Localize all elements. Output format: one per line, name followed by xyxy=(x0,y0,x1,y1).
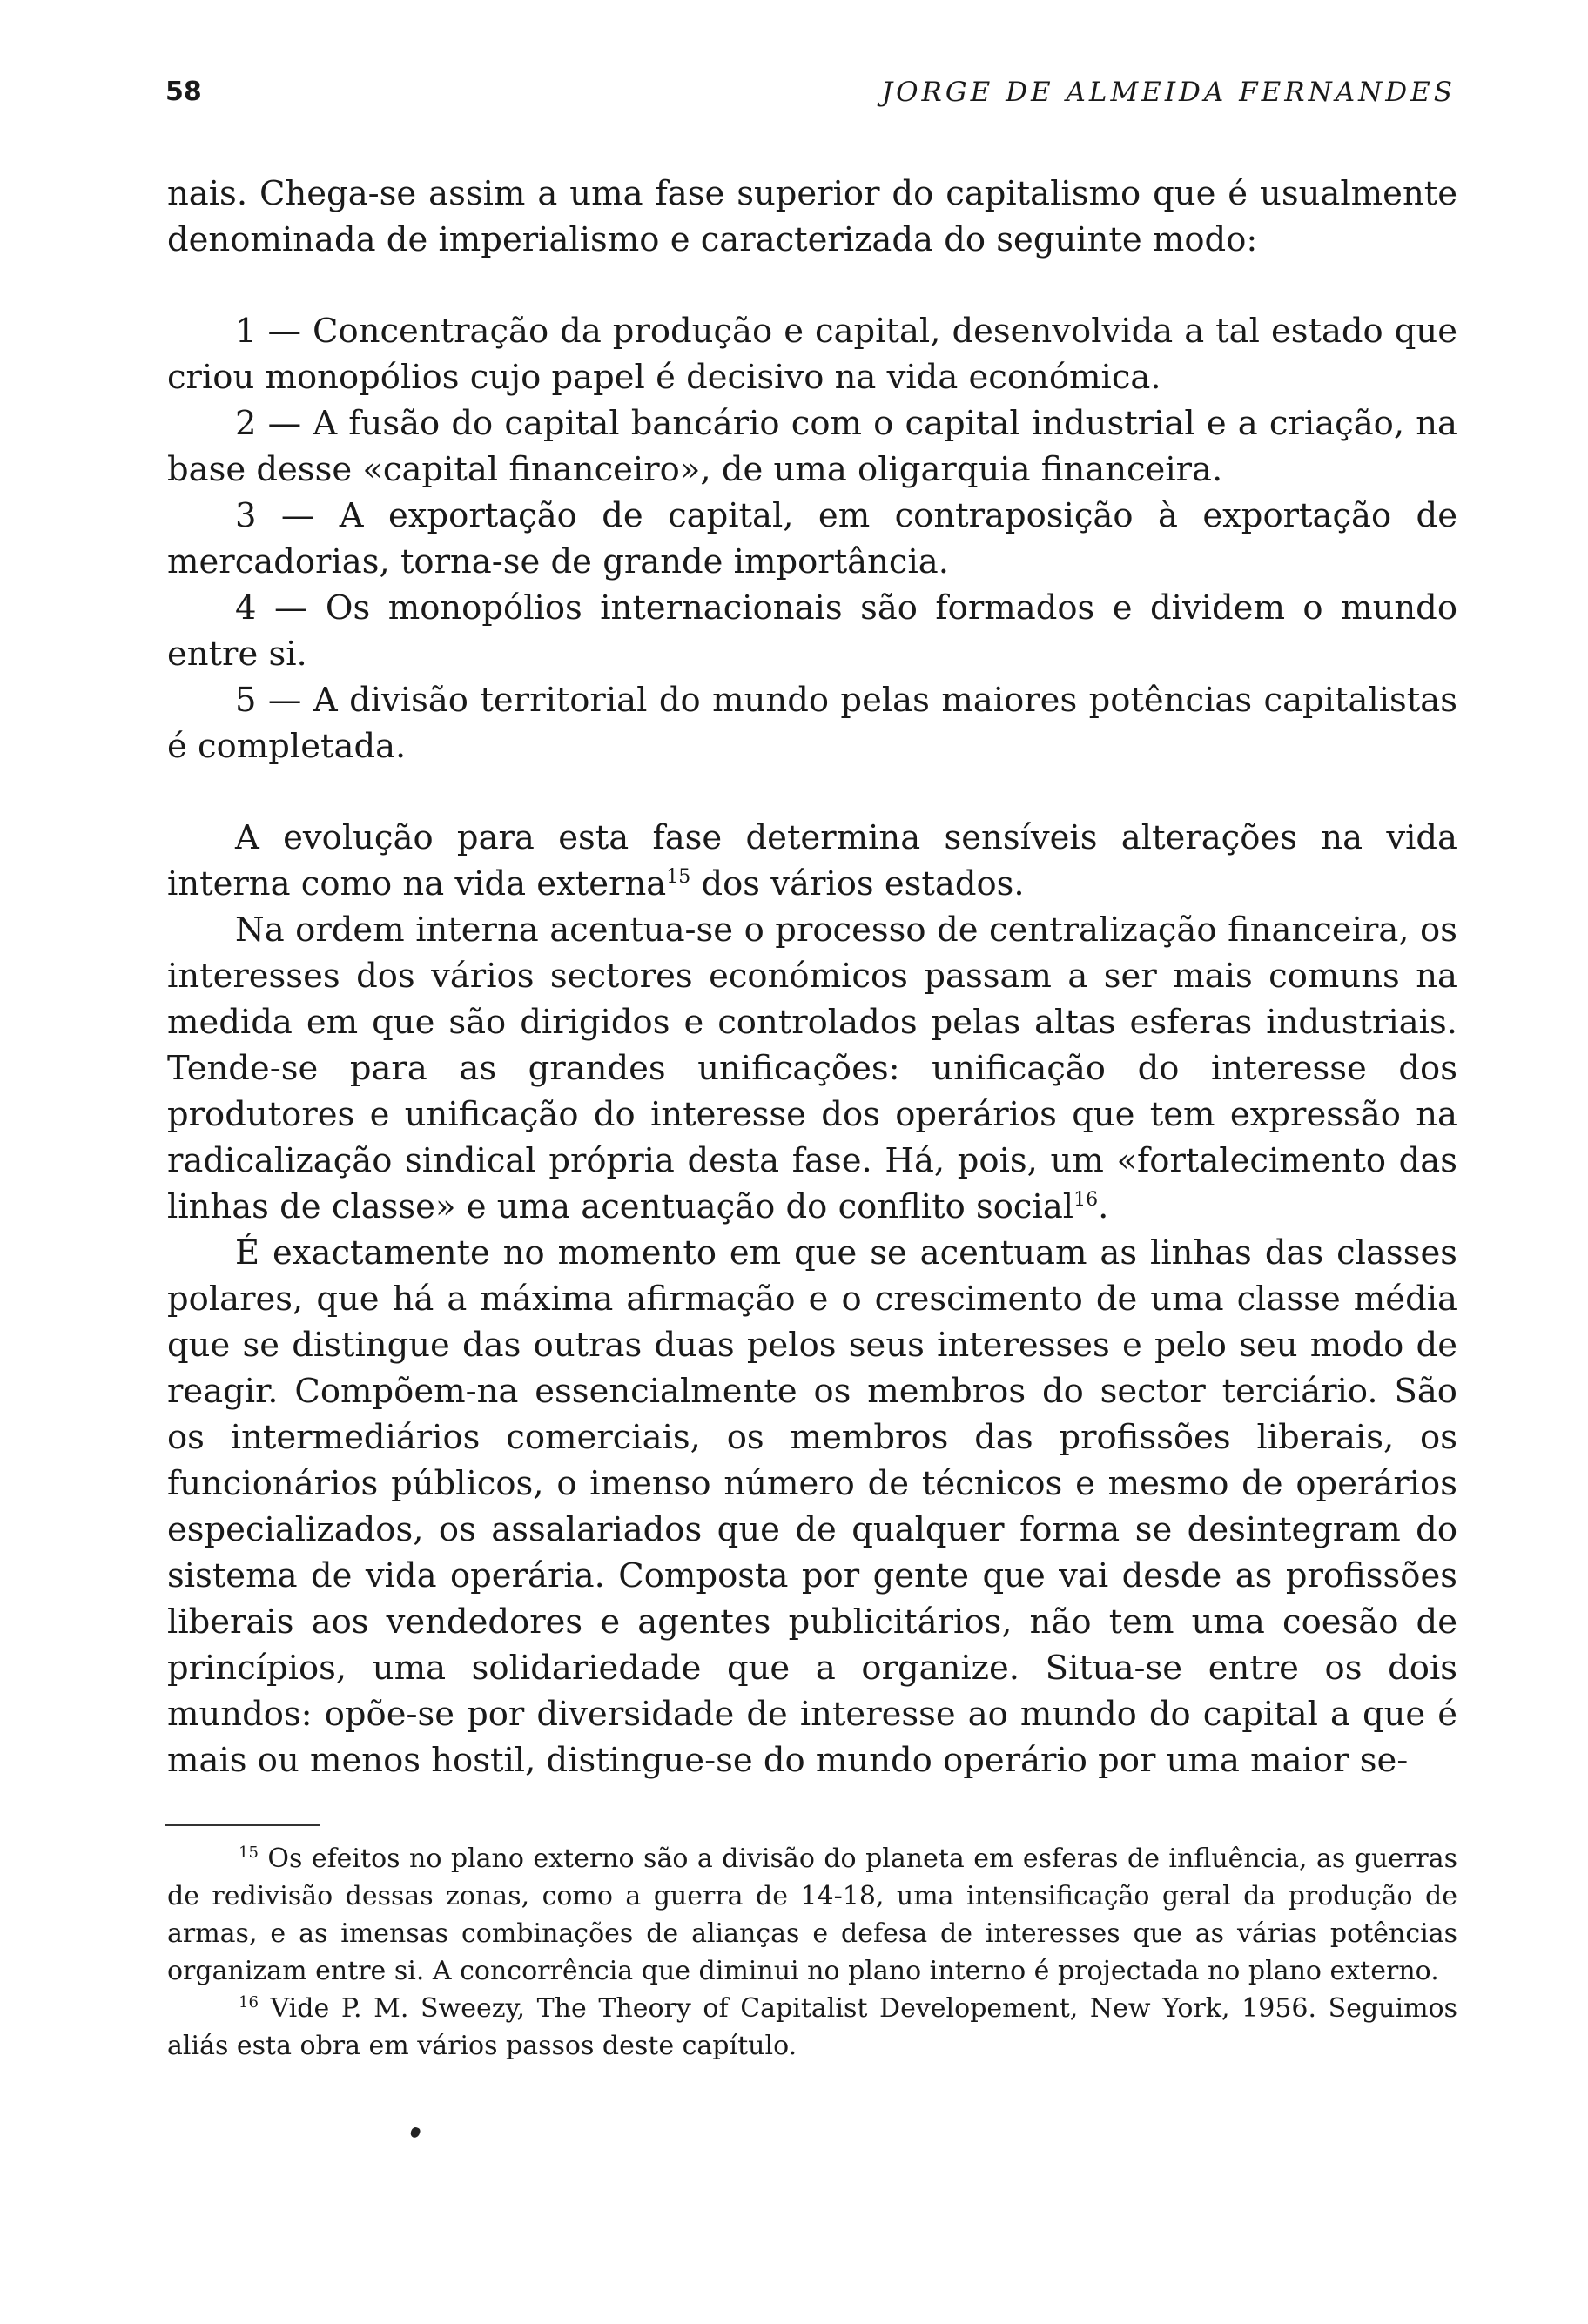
footnotes xyxy=(167,1840,1457,2065)
footnote-15 xyxy=(167,1840,1457,1990)
list-item-3: 3 — A exportação de capital, em contraposição à exportação de mercadorias, torna-se de grande importância. xyxy=(167,496,1457,581)
paragraph-evolution-end: dos vários estados. xyxy=(690,864,1025,903)
footnote-ref-16: 16 xyxy=(1073,1189,1099,1212)
list-item-5: 5 — A divisão territorial do mundo pelas maiores potências capitalistas é completada. xyxy=(167,681,1457,766)
paragraph-internal-order-end: . xyxy=(1098,1187,1109,1226)
running-head: JORGE DE ALMEIDA FERNANDES xyxy=(881,77,1456,108)
paragraph-middle-class: É exactamente no momento em que se acentuam as linhas das classes polares, que há a máxima afirmação e o crescimento de uma classe média que se distingue das outras duas pelos seus interesses e pelo seu modo de reagir. Compõem-na essencialmente os membros do sector terciário. São os intermediários comerciais, os membros das profissões liberais, os funcionários públicos, o imenso número de técnicos e mesmo de operários especializados, os assalariados que de qualquer forma se desintegram do sistema de vida operária. Composta por gente que vai desde as profissões liberais aos vendedores e agentes publicitários, não tem uma coesão de princípios, uma solidariedade que a organize. Situa-se entre os dois mundos: opõe-se por diversidade de interesse ao mundo do capital a que é mais ou menos hostil, distingue-se do mundo operário por uma maior se- xyxy=(167,1233,1457,1780)
paragraph-evolution xyxy=(167,815,1457,907)
ink-mark xyxy=(409,2126,421,2139)
footnote-marker-16: 16 xyxy=(239,1993,259,2012)
intro-paragraph: nais. Chega-se assim a uma fase superior do capitalismo que é usualmente denominada de imperialismo e caracterizada do seguinte modo: xyxy=(167,174,1457,259)
main-text xyxy=(167,171,1457,1783)
footnote-separator xyxy=(165,1824,320,1826)
page-header xyxy=(165,77,1456,120)
footnote-15-text: Os efeitos no plano externo são a divisão do planeta em esferas de influência, as guerras de redivisão dessas zonas, como a guerra de 14-18, uma intensificação geral da produção de armas, e as imensas combinações de alianças e defesa de interesses que as várias potências organizam entre si. A concorrência que diminui no plano interno é projectada no plano externo. xyxy=(167,1844,1457,1986)
footnote-16 xyxy=(167,1990,1457,2065)
list-item-1: 1 — Concentração da produção e capital, desenvolvida a tal estado que criou monopólios cujo papel é decisivo na vida económica. xyxy=(167,312,1457,397)
footnote-16-text: Vide P. M. Sweezy, The Theory of Capitalist Developement, New York, 1956. Seguimos aliás esta obra em vários passos deste capítulo. xyxy=(167,1993,1457,2061)
paragraph-internal-order-text: Na ordem interna acentua-se o processo de centralização financeira, os interesses dos vários sectores económicos passam a ser mais comuns na medida em que são dirigidos e controlados pelas altas esferas industriais. Tende-se para as grandes unificações: unificação do interesse dos produtores e unificação do interesse dos operários que tem expressão na radicalização sindical própria desta fase. Há, pois, um «fortalecimento das linhas de classe» e uma acentuação do conflito social xyxy=(167,910,1457,1226)
list-item-2: 2 — A fusão do capital bancário com o capital industrial e a criação, na base desse «capital financeiro», de uma oligarquia financeira. xyxy=(167,404,1457,489)
footnote-marker-15: 15 xyxy=(239,1844,259,1862)
footnote-ref-15: 15 xyxy=(666,866,691,889)
page-number: 58 xyxy=(165,77,202,107)
list-item-4: 4 — Os monopólios internacionais são formados e dividem o mundo entre si. xyxy=(167,588,1457,674)
paragraph-internal-order xyxy=(167,907,1457,1230)
paragraph-evolution-text: A evolução para esta fase determina sensíveis alterações na vida interna como na vida externa xyxy=(167,818,1457,903)
